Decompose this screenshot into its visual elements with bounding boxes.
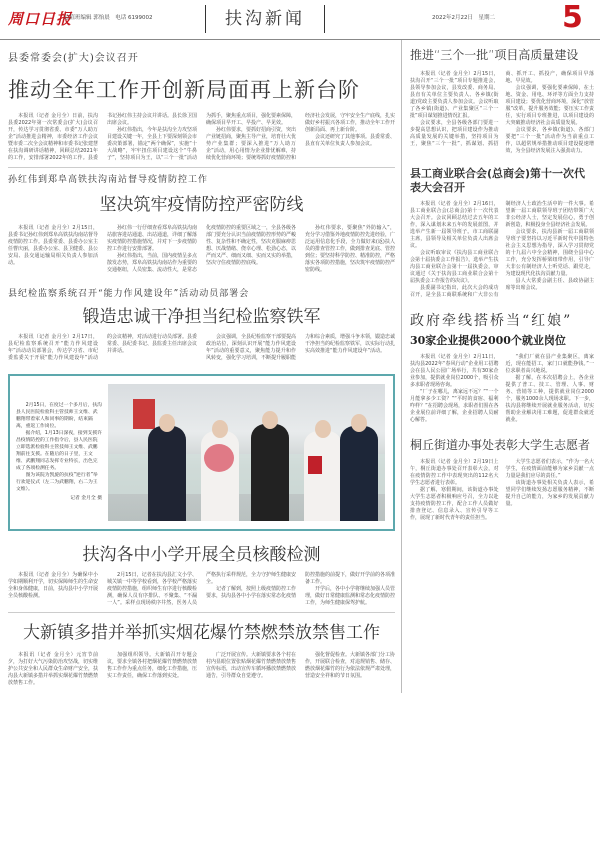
paragraph: 本报讯（记者 金月全）2月19日上午，桐丘街道办事处召开表彰大会，对在疫情防控工作中表现突出的112名大学生志愿者进行表彰。: [410, 458, 499, 486]
paragraph: 会议要求，全县各级各部门要进一步提高思想认识，把项目建设作为推动高质量发展的关键举措，坚持项目为王，聚焦“三个一批”，抓谋划、抓招商、抓开工、抓投产，确保项目早落地、早见效。: [410, 71, 594, 147]
masthead: [0, 0, 600, 40]
person-head: [351, 414, 367, 432]
banner: [133, 399, 155, 429]
bouquet: [204, 444, 234, 472]
photo-caption: [16, 384, 102, 521]
caption-paragraph: 图为该院为凯旋的抗疫“逆行者”举行欢迎仪式（左二为武鹏翔，右二为王文维）。: [16, 472, 98, 492]
caption-paragraph: 据介绍，1月13日深夜，接到支援许昌疫情防控的工作指令后，县人民医院立即选派检验科主管技师王文维、武鹏翔前往支援。在随后的日子里，王文维、武鹏翔同志发挥专业特长，出色完成了各项检测任务。: [16, 430, 102, 471]
commerce-body: [410, 201, 594, 299]
paragraph: 孙红伟要求，要聚焦“外防输入”，充分学习借鉴外地疫情防控先进经验，广泛运用信息化手段，全力做好来(返)扶人员的排查管控工作，做到排查见底、管控到位；要坚持科学防控、精准防控，严格落实各项防控措施，坚决筑牢疫情防控严密防线。: [305, 224, 396, 273]
photo-credit: 记者 金月全 摄: [70, 495, 102, 501]
editor-info: 总值班编辑 郭怡晨 电话 6199002: [64, 15, 153, 21]
paragraph: 会议要求，各乡镇(街道)、各部门要把“三个一批”活动作为当前重点工作，以超常规举措推动项目建设提速增效，为全县经济发展注入强劲动力。: [505, 127, 594, 154]
divider: [8, 612, 395, 613]
jobs-headline-line2: 30家企业提供2000个就业岗位: [410, 334, 566, 347]
paragraph: 记者了解到，按照上级疫情防控工作要求，扶沟县各中小学在落实常态化疫情防控措施的前提下，做好开学前的各项准备工作。: [206, 572, 396, 599]
projects-headline: 推进“三个一批”项目高质量建设: [410, 48, 579, 62]
paragraph: 会议强调，要强化要素保障，在土地、资金、用电、环评等方面全力支持项目建设；要优化营商环境，深化“放管服”改革，提升服务效能；要压实工作责任，实行项目专班推进，以项目建设的大突破推动经济社会高质量发展。: [505, 85, 594, 126]
paragraph: 据了解，在本次招聘会上，各企业提供了普工、技工、管理、人事、财务、营销等工种，提供就业岗位2000个，服务1000余人现场求职。下一步，扶沟县将继续开展就业服务活动，切实帮助企业解决用工难题，促进群众就近就业。: [505, 374, 594, 423]
photo-feature: [8, 374, 395, 531]
fireworks-headline: 大新镇多措并举抓实烟花爆竹禁燃禁放禁售工作: [23, 623, 380, 643]
fireworks-body: [8, 652, 395, 687]
paragraph: 大学生志愿者们表示，“作为一名大学生，在疫情面前能够为家乡贡献一点力量是我们应尽的责任。”: [505, 458, 594, 479]
paragraph: 本报讯（记者 金月全）2月16日，县工商业联合会(总商会)第十一次代表大会召开。会议回顾总结过去五年的工作，深入谋划未来五年的发展蓝图，并选举产生新一届领导班子。市工商联副主席，县领导及相关单位负责人出席会议。: [410, 200, 499, 249]
paragraph: 会议还研究了其他事项。县委常委、县直有关单位负责人参加会议。: [305, 134, 396, 148]
right-column: [402, 40, 600, 693]
person-head: [212, 420, 228, 438]
page-columns: [0, 40, 600, 693]
paragraph: 该街道办事处相关负责人表示，希望同学们继续发扬志愿服务精神，不断提升自己的能力，为家乡的发展贡献力量。: [505, 479, 594, 507]
news-photo: [108, 384, 385, 521]
main-headline: 推动全年工作开创新局面再上新台阶: [8, 78, 360, 102]
paragraph: 本报讯（记者 金月全）2月15日，扶沟召开“三个一批”项目专题推进会，县领导参加会议，县发改委、商务局、县直有关单位主要负责人、各乡镇(街道)党政主要负责人参加会议。会议听取了各乡镇(街道)、产业集聚区“三个一批”项目谋划推进情况汇报。: [410, 71, 499, 119]
paragraph: 加强组织领导。大新镇召开专题会议，要求全镇各村把烟花爆竹禁燃禁放禁售工作作为重点任务，细化工作措施，压实工作责任，确保工作落到实处。: [107, 652, 198, 680]
paragraph: 强化督促检查。大新镇各部门分工协作，开展联合检查，对违规销售、储存、燃放烟花爆竹的行为依法依规严肃处理，营造安全祥和的节日氛围。: [305, 652, 396, 680]
paragraph: 会议听取审议《扶沟县工商业联合会第十届执委会工作报告》，选举产生扶沟县工商业联合会第十一届执委会，审议通过《关于扶沟县工商业联合会第十届执委会工作报告的决议》。: [410, 249, 499, 284]
section-title: 扶沟新闻: [205, 5, 325, 33]
volunteers-body: [410, 459, 594, 522]
caption-paragraph: 2月15日，在度过一个多月后，扶沟县人民医院检验科主管技师王文维、武鹏翔带着家人和同事的期盼，结束隔离，重返工作岗位。: [16, 402, 102, 429]
jobs-body: [410, 354, 594, 424]
paragraph: 据了解，寒假期间，该街道办事处大学生志愿者积极响应号召，全力以赴支持疫情防控工作，配合工作人员做好排查登记、信息录入、宣传引导等工作，展现了新时代青年的责任担当。: [410, 486, 499, 521]
paragraph: 广泛开展宣传。大新镇要求各个村在村内显眼位置张贴烟花爆竹禁燃禁放禁售宣传标语，出动宣传车循环播放禁燃禁放通告，引导群众自觉遵守。: [206, 652, 297, 680]
paragraph: 本报讯（记者 金月全）2月15日，县委书记孙红伟到郑阜高铁扶沟南站督导疫情防控工作。县委常委、县委办公室主任曹庆丽，县委办公室、县卫健委、县公安局、县交通运输局相关负责人参加活动。: [8, 224, 99, 266]
paragraph: 会议要求，扶沟县新一届工商联领导班子要坚持以习近平新时代中国特色社会主义思想为指导，深入学习贯彻党的十九届六中全会精神，围绕全县中心工作，充分发挥桥梁纽带作用，引导广大非公有制经济人士听党话、跟党走，为建设现代化扶沟贡献力量。: [505, 228, 594, 277]
epidemic-kicker: 孙红伟到郑阜高铁扶沟南站督导疫情防控工作: [8, 175, 209, 186]
paragraph: 本报讯（记者 金月全）元宵节前夕，为打好大气污染防治攻坚战，切实维护公共安全和人民群众生命财产安全，扶沟县大新镇多措并举抓实烟花爆竹禁燃禁放禁售工作。: [8, 652, 99, 687]
discipline-headline: 锻造忠诚干净担当纪检监察铁军: [82, 306, 321, 327]
person: [148, 426, 186, 521]
divider: [8, 167, 395, 168]
newspaper-logo: 周口日报: [8, 10, 73, 28]
paragraph: 本报讯（记者 金月全）2月17日，县纪检监察系统召开“能力作风建设年”活动动员部署会，传达学习省、市纪委监委关于开展“能力作风建设年”活动的会议精神，对活动进行动员部署。县委常委、县纪委书记、县监委主任出席会议并讲话。: [8, 333, 198, 361]
paragraph: 孙红伟指出，今年是扶沟全力攻坚项目建设关键一年，全县上下要深刻领会市委决策部署，锚定“两个确保”，实施“十大战略”，牢牢扭住项目建设这个“牛鼻子”，坚持项目为王，以“三个一批”活动为抓手，聚焦重点项目，强化要素保障，确保项目早开工、早投产、早见效。: [107, 113, 297, 162]
paragraph: 孙红伟指出，当前，国内疫情呈多点散发态势，郑阜高铁扶沟南站作为重要的交通枢纽，人员密集、流动性大，是常态化疫情防控的重要区域之一，全县各级各部门要充分认识当前疫情防控形势的严峻性、复杂性和不确定性，坚决克服麻痹思想、厌战情绪、侥幸心理、松劲心态，以严而又严、细而又细、实而又实的举措，坚决守住疫情防控底线。: [107, 224, 297, 273]
jobs-headline-line1: 政府牵线搭桥当“红娘”: [410, 312, 573, 329]
paragraph: 本报讯（记者 金月全）为确保中小学如期顺利开学，切实保障师生的生命安全和身体健康，日前，扶沟县中小学开展全员核酸检测。: [8, 572, 99, 599]
person-head: [262, 411, 278, 429]
paragraph: 2月15日，记者在扶沟县汇文小学、城关镇一中等学校看到，各学校严格落实疫情防控措施，组织师生有序进行核酸检测，确保人员有序排队、不聚集、“不漏一人”。采样点现场秩序井然，医务人员严格执行采样规范，全力守护师生健康安全。: [107, 572, 297, 606]
issue-date: 2022年2月22日 星期二: [432, 15, 495, 21]
paragraph: 本报讯（记者 金月全）日前，扶沟县委2022年第一次常委会(扩大)会议召开，传达学习贯彻省委、市委“万人助万企”活动推进会精神，市委经济工作会议暨市委二次全会议精神和市委书记张建慧在扶沟调研讲话精神，回顾总结2021年的工作，安排部署2022年的工作。县委书记孙红伟主持会议并讲话。县长徐卫国出席会议。: [8, 113, 198, 162]
paragraph: 孙红伟要求，要抓好招商引资，突出产业链招商，聚焦主导产业，培育壮大优势产业集群；要深入推进“万人助万企”活动，用心用情为企业排忧解难，持续优化营商环境；要统筹抓好疫情防控和经济社会发展，守牢安全生产底线，扎实做好乡村振兴各项工作，推动全年工作开创新局面、再上新台阶。: [206, 113, 396, 162]
paragraph: 县人大常委会副主任、县政协副主席等出席会议。: [505, 277, 594, 291]
nucleic-body: [8, 572, 395, 607]
person: [251, 424, 289, 521]
page-number: 5: [562, 0, 583, 35]
projects-body: [410, 71, 594, 155]
volunteers-headline: 桐丘街道办事处表彰大学生志愿者: [410, 437, 591, 452]
paragraph: 开学后，各中小学将继续加强人员管理，做好日常健康监测和常态化疫情防控工作，为师生健康保驾护航。: [305, 586, 396, 606]
discipline-body: [8, 334, 395, 362]
epidemic-body: [8, 225, 395, 274]
paragraph: 本报讯（记者 金月全）2月11日，扶沟县2022年“春风行动”企业用工招聘会在县人民公园广场举行，共有30家企业参加，提供就业岗位2000个，吸引众多求职者现场咨询。: [410, 353, 499, 388]
person: [304, 431, 342, 521]
paragraph: 孙红伟一行仔细查看郑阜高铁扶沟南站旅客进站通道、出站通道，详细了解落实疫情防控措施情况，并对下一步疫情防控工作进行安排部署。: [107, 224, 198, 252]
nucleic-headline: 扶沟各中小学开展全员核酸检测: [82, 544, 321, 565]
main-body: [8, 113, 395, 162]
discipline-kicker: 县纪检监察系统召开“能力作风建设年”活动动员部署会: [8, 288, 250, 299]
paragraph: 会议强调，全县纪检监察干部要提高政治站位，深刻认识开展“能力作风建设年”活动的重要意义，聚焦能力提升和作风转变，强化学习培训，不断提升履职能力和综合素质，增强斗争本领，锻造忠诚干净担当的纪检监察铁军，以实际行动扎实高效推进“能力作风建设年”活动。: [206, 333, 396, 361]
commerce-headline: 县工商业联合会(总商会)第十一次代表大会召开: [410, 167, 586, 194]
person-head: [159, 414, 175, 432]
epidemic-headline: 坚决筑牢疫情防控严密防线: [99, 195, 304, 216]
certificate: [308, 456, 322, 474]
paragraph: “我们厂就在县产业集聚区，离家近，现在能招工，家门口就能挣钱。”一位求职者高兴地说。: [505, 353, 594, 374]
left-column: [0, 40, 402, 693]
main-kicker: 县委常委会(扩大)会议召开: [8, 53, 139, 64]
person-head: [315, 420, 331, 438]
paragraph: 县委副书记指出，此次大会的成功召开，是全县工商联系统和广大非公有制经济人士政治生活中的一件大事。希望新一届工商联领导班子团结带领广大非公经济人士，坚定发展信心，勇于创新创造，积极投身全县经济社会发展。: [410, 200, 594, 298]
person: [340, 426, 378, 521]
paragraph: “厂子在哪儿，离家远不远？”“一个月能拿多少工资？”“平时的食宿、福利咋样？”在招聘会现场，求职者们围在各企业展位前详细了解，企业招聘人员耐心解答。: [410, 388, 499, 423]
